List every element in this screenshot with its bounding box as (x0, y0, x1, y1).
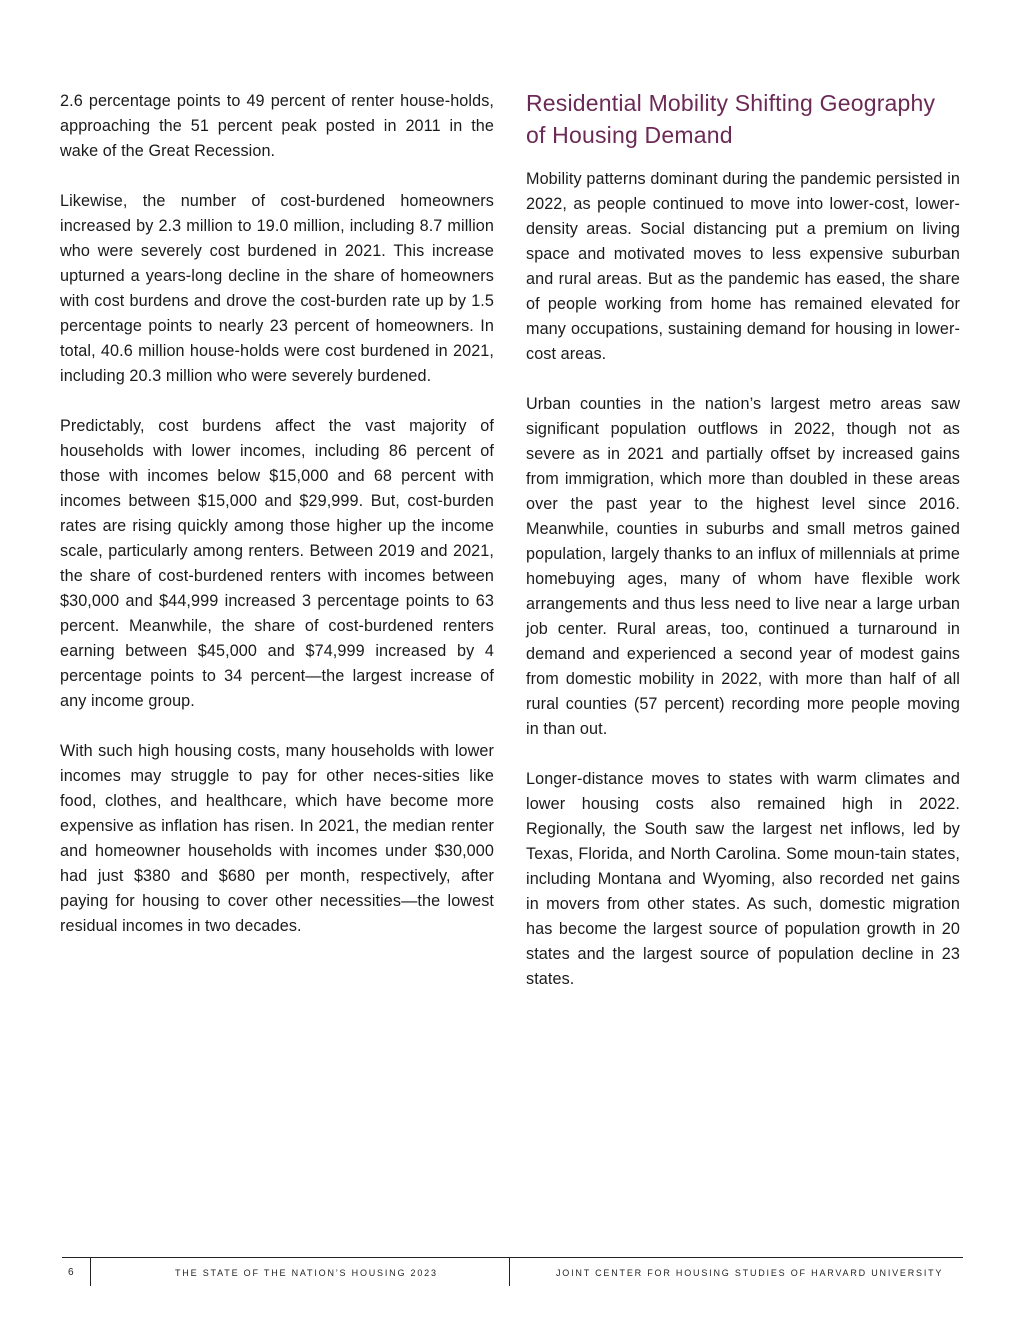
footer-divider (90, 1258, 91, 1286)
section-heading: Residential Mobility Shifting Geography of Housing Demand (526, 90, 936, 148)
body-paragraph: 2.6 percentage points to 49 percent of renter house-holds, approaching the 51 percent peak posted in 2011 in the wake of the Great Recession. (60, 92, 494, 160)
footer-divider (509, 1258, 510, 1286)
page-footer (62, 1257, 963, 1286)
body-paragraph: Mobility patterns dominant during the pandemic persisted in 2022, as people continued to move into lower-cost, lower-density areas. Social distancing put a premium on living space and motivated moves to less expensive suburban and rural areas. But as the pandemic has eased, the share of people working from home has remained elevated for many occupations, sustaining demand for housing in lower-cost areas. (526, 170, 960, 363)
right-column (526, 87, 960, 1017)
report-title: THE STATE OF THE NATION’S HOUSING 2023 (175, 1268, 438, 1278)
body-paragraph: Likewise, the number of cost-burdened homeowners increased by 2.3 million to 19.0 million, including 8.7 million who were severely cost burdened in 2021. This increase upturned a years-long decline in the share of homeowners with cost burdens and drove the cost-burden rate up by 1.5 percentage points to nearly 23 percent of homeowners. In total, 40.6 million house-holds were cost burdened in 2021, including 20.3 million who were severely burdened. (60, 192, 494, 385)
body-paragraph: Urban counties in the nation’s largest metro areas saw significant population outflows in 2022, though not as severe as in 2021 and partially offset by increased gains from immigration, which more than doubled in these areas over the past year to the highest level since 2016. Meanwhile, counties in suburbs and small metros gained population, largely thanks to an influx of millennials at prime homebuying ages, many of whom have flexible work arrangements and thus less need to live near a large urban job center. Rural areas, too, continued a turnaround in demand and experienced a second year of modest gains from domestic mobility in 2022, with more than half of all rural counties (57 percent) recording more people moving in than out. (526, 395, 960, 738)
organization-name: JOINT CENTER FOR HOUSING STUDIES OF HARVARD UNIVERSITY (556, 1268, 944, 1278)
body-paragraph: With such high housing costs, many households with lower incomes may struggle to pay for other neces-sities like food, clothes, and healthcare, which have become more expensive as inflation has risen. In 2021, the median renter and homeowner households with incomes under $30,000 had just $380 and $680 per month, respectively, after paying for housing to cover other necessities—the lowest residual incomes in two decades. (60, 742, 494, 935)
body-paragraph: Longer-distance moves to states with warm climates and lower housing costs also remained high in 2022. Regionally, the South saw the largest net inflows, led by Texas, Florida, and North Carolina. Some moun-tain states, including Montana and Wyoming, also recorded net gains in movers from other states. As such, domestic migration has become the largest source of population growth in 20 states and the largest source of population decline in 23 states. (526, 770, 960, 988)
page-number: 6 (68, 1267, 74, 1278)
body-paragraph: Predictably, cost burdens affect the vast majority of households with lower incomes, including 86 percent of those with incomes below $15,000 and 68 percent with incomes between $15,000 and $29,999. But, cost-burden rates are rising quickly among those higher up the income scale, particularly among renters. Between 2019 and 2021, the share of cost-burdened renters with incomes between $30,000 and $44,999 increased 3 percentage points to 63 percent. Meanwhile, the share of cost-burdened renters earning between $45,000 and $74,999 increased by 4 percentage points to 34 percent—the largest increase of any income group. (60, 417, 494, 710)
left-column (60, 87, 494, 964)
